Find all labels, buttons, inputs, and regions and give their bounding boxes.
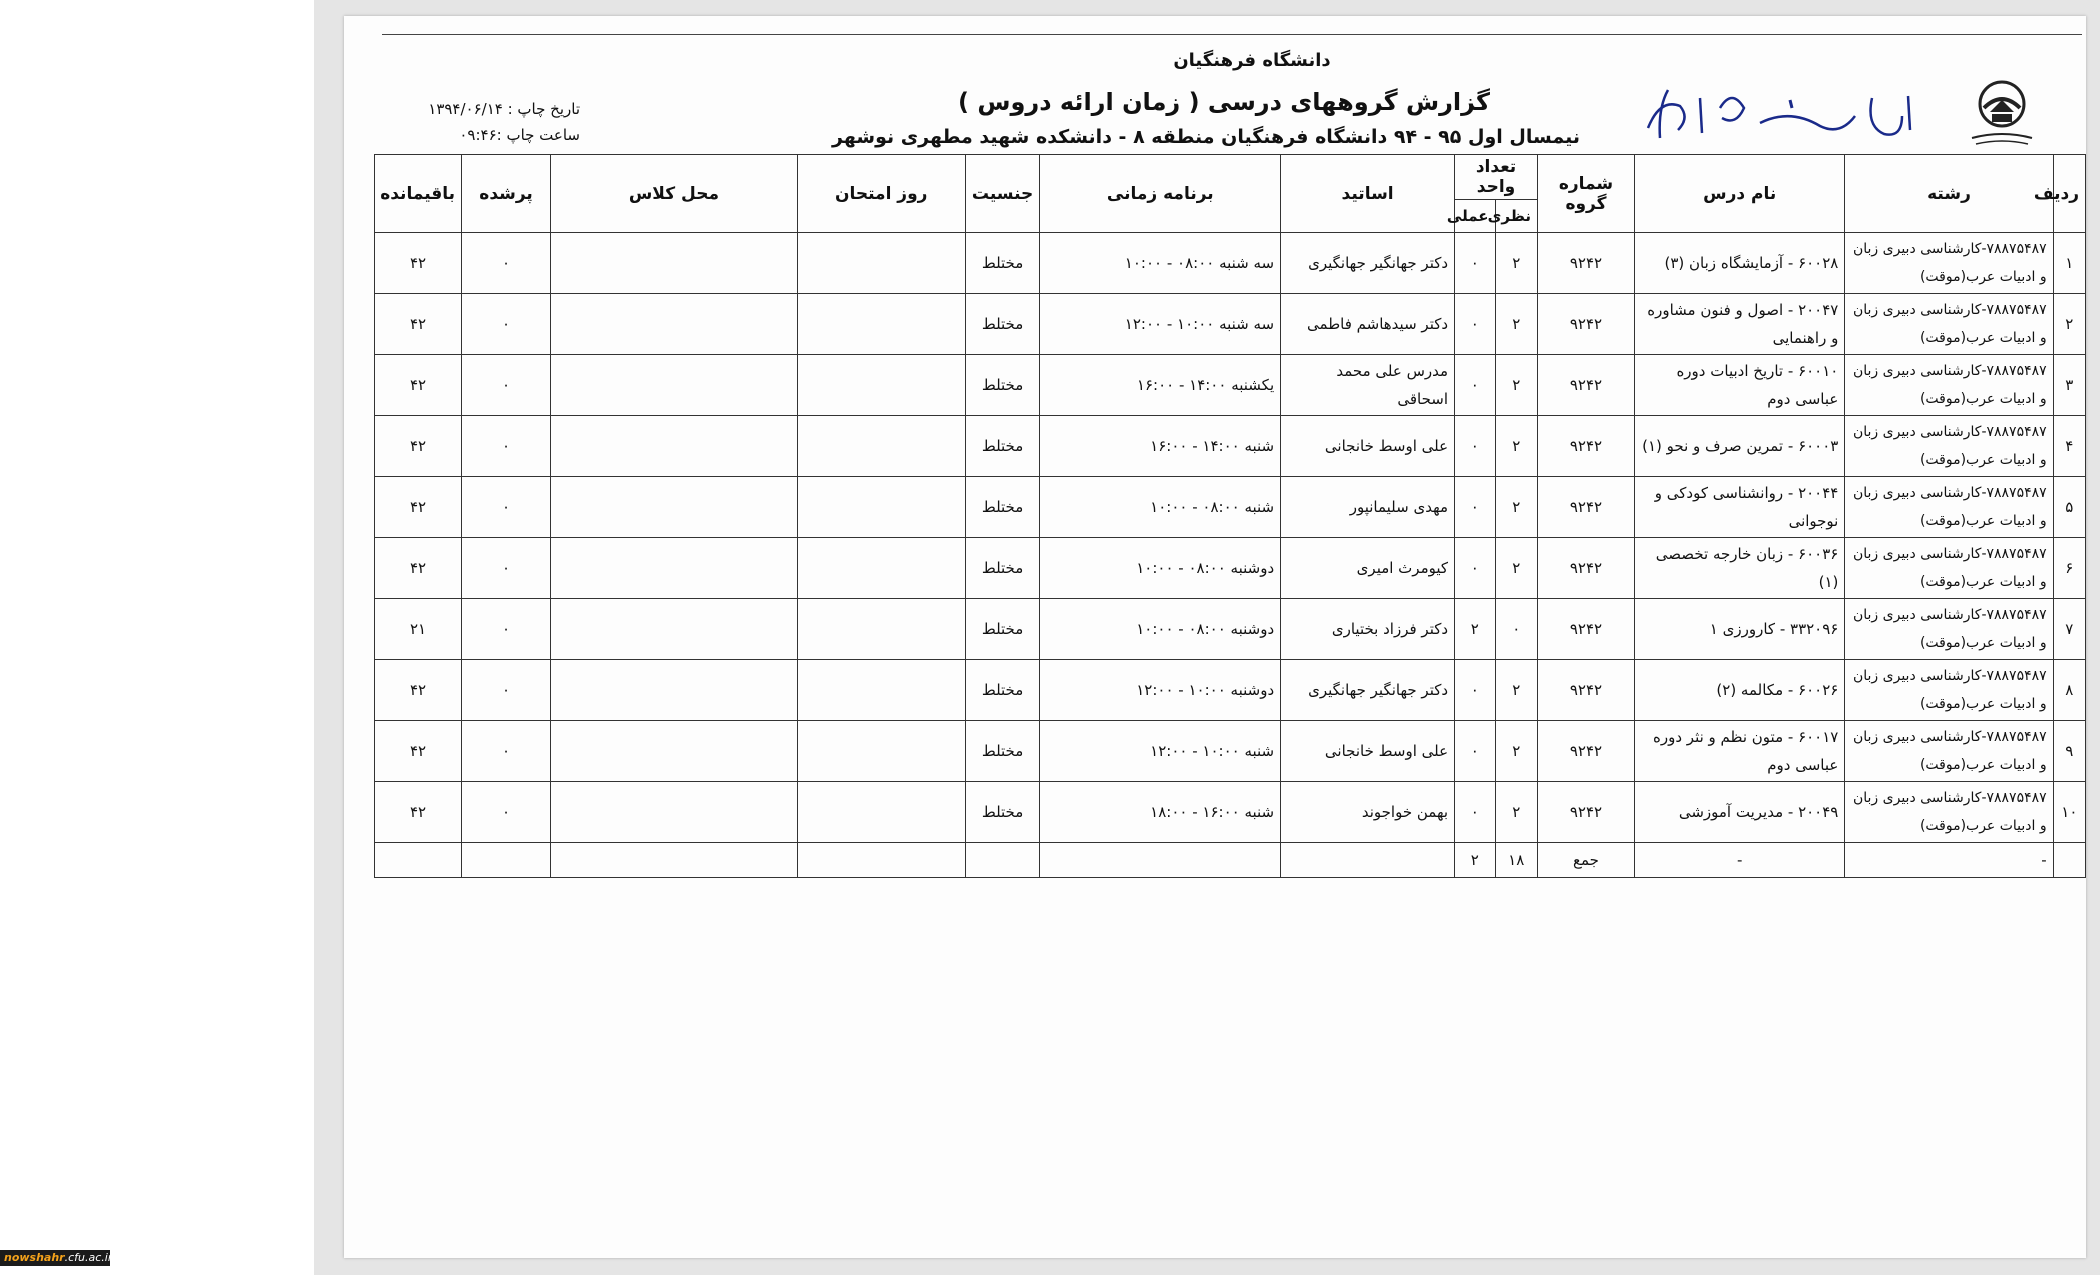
cell-group-no: ۹۲۴۲ (1537, 599, 1634, 660)
cell-major: ۷۸۸۷۵۴۸۷-کارشناسی دبیری زبان و ادبیات عرب(موقت) (1845, 294, 2053, 355)
cell-units-practical: ۰ (1455, 294, 1495, 355)
totals-course-name: - (1635, 843, 1845, 878)
cell-instructors: مهدی سلیمانپور (1281, 477, 1455, 538)
print-date: تاریخ چاپ : ۱۳۹۴/۰۶/۱۴ (428, 100, 580, 118)
print-time: ساعت چاپ :۰۹:۴۶ (459, 126, 580, 144)
totals-theory: ۱۸ (1495, 843, 1537, 878)
cell-units-practical: ۰ (1455, 538, 1495, 599)
cell-course-name: ۶۰۰۲۸ - آزمایشگاه زبان (۳) (1635, 233, 1845, 294)
totals-exam-day (797, 843, 965, 878)
totals-label: جمع (1537, 843, 1634, 878)
cell-row-no: ۵ (2053, 477, 2085, 538)
cell-gender: مختلط (965, 599, 1040, 660)
cell-units-practical: ۰ (1455, 355, 1495, 416)
cell-gender: مختلط (965, 538, 1040, 599)
cell-exam-day (797, 599, 965, 660)
cell-schedule: شنبه ۱۶:۰۰ - ۱۸:۰۰ (1040, 782, 1281, 843)
cell-filled: ۰ (462, 721, 551, 782)
cell-major: ۷۸۸۷۵۴۸۷-کارشناسی دبیری زبان و ادبیات عرب(موقت) (1845, 782, 2053, 843)
cell-course-name: ۶۰۰۱۰ - تاریخ ادبیات دوره عباسی دوم (1635, 355, 1845, 416)
cell-remaining: ۴۲ (375, 233, 462, 294)
cell-instructors: کیومرث امیری (1281, 538, 1455, 599)
university-name: دانشگاه فرهنگیان (1173, 50, 1331, 71)
cell-group-no: ۹۲۴۲ (1537, 355, 1634, 416)
cell-remaining: ۴۲ (375, 477, 462, 538)
cell-schedule: دوشنبه ۱۰:۰۰ - ۱۲:۰۰ (1040, 660, 1281, 721)
cell-remaining: ۴۲ (375, 782, 462, 843)
cell-instructors: دکتر سیدهاشم فاطمی (1281, 294, 1455, 355)
cell-units-practical: ۲ (1455, 599, 1495, 660)
table-row (375, 538, 2086, 599)
cell-filled: ۰ (462, 355, 551, 416)
cell-remaining: ۴۲ (375, 660, 462, 721)
totals-instructors (1281, 843, 1455, 878)
totals-schedule (1040, 843, 1281, 878)
totals-row-no (2053, 843, 2085, 878)
cell-row-no: ۷ (2053, 599, 2085, 660)
cell-group-no: ۹۲۴۲ (1537, 782, 1634, 843)
cell-units-theory: ۲ (1495, 416, 1537, 477)
handwritten-annotation (1640, 78, 1920, 148)
cell-units-practical: ۰ (1455, 660, 1495, 721)
table-row (375, 233, 2086, 294)
totals-location (551, 843, 798, 878)
cell-units-theory: ۲ (1495, 477, 1537, 538)
cell-remaining: ۴۲ (375, 538, 462, 599)
source-site-suffix: .cfu.ac.ir (64, 1251, 113, 1264)
cell-schedule: سه شنبه ۱۰:۰۰ - ۱۲:۰۰ (1040, 294, 1281, 355)
cell-remaining: ۴۲ (375, 355, 462, 416)
cell-course-name: ۶۰۰۲۶ - مکالمه (۲) (1635, 660, 1845, 721)
totals-filled (462, 843, 551, 878)
totals-gender (965, 843, 1040, 878)
cell-filled: ۰ (462, 233, 551, 294)
col-major: رشته (1845, 155, 2053, 233)
cell-major: ۷۸۸۷۵۴۸۷-کارشناسی دبیری زبان و ادبیات عرب(موقت) (1845, 599, 2053, 660)
table-header-row (375, 155, 2086, 200)
cell-units-theory: ۲ (1495, 355, 1537, 416)
cell-units-theory: ۲ (1495, 660, 1537, 721)
cell-units-theory: ۲ (1495, 782, 1537, 843)
col-units-practical: عملی (1455, 200, 1495, 233)
cell-remaining: ۴۲ (375, 721, 462, 782)
col-remaining: باقیمانده (375, 155, 462, 233)
cell-units-theory: ۲ (1495, 233, 1537, 294)
cell-filled: ۰ (462, 660, 551, 721)
cell-schedule: شنبه ۱۰:۰۰ - ۱۲:۰۰ (1040, 721, 1281, 782)
cell-exam-day (797, 660, 965, 721)
cell-major: ۷۸۸۷۵۴۸۷-کارشناسی دبیری زبان و ادبیات عرب(موقت) (1845, 721, 2053, 782)
col-units-theory: نظری (1495, 200, 1537, 233)
table-row (375, 416, 2086, 477)
cell-location (551, 782, 798, 843)
cell-row-no: ۹ (2053, 721, 2085, 782)
col-units: تعداد واحد (1455, 155, 1538, 200)
col-row-no: ردیف (2053, 155, 2085, 233)
cell-group-no: ۹۲۴۲ (1537, 416, 1634, 477)
cell-row-no: ۱۰ (2053, 782, 2085, 843)
cell-row-no: ۳ (2053, 355, 2085, 416)
col-instructors: اساتید (1281, 155, 1455, 233)
cell-group-no: ۹۲۴۲ (1537, 294, 1634, 355)
cell-filled: ۰ (462, 782, 551, 843)
cell-remaining: ۴۲ (375, 416, 462, 477)
cell-remaining: ۲۱ (375, 599, 462, 660)
cell-exam-day (797, 721, 965, 782)
cell-schedule: دوشنبه ۰۸:۰۰ - ۱۰:۰۰ (1040, 538, 1281, 599)
cell-gender: مختلط (965, 416, 1040, 477)
table-row (375, 660, 2086, 721)
cell-major: ۷۸۸۷۵۴۸۷-کارشناسی دبیری زبان و ادبیات عرب(موقت) (1845, 355, 2053, 416)
cell-gender: مختلط (965, 660, 1040, 721)
top-rule (382, 34, 2082, 35)
cell-course-name: ۶۰۰۳۶ - زبان خارجه تخصصی (۱) (1635, 538, 1845, 599)
table-row (375, 294, 2086, 355)
col-gender: جنسیت (965, 155, 1040, 233)
cell-group-no: ۹۲۴۲ (1537, 233, 1634, 294)
cell-units-practical: ۰ (1455, 782, 1495, 843)
table-row (375, 782, 2086, 843)
cell-instructors: دکتر فرزاد بختیاری (1281, 599, 1455, 660)
totals-major: - (1845, 843, 2053, 878)
cell-major: ۷۸۸۷۵۴۸۷-کارشناسی دبیری زبان و ادبیات عرب(موقت) (1845, 660, 2053, 721)
cell-location (551, 538, 798, 599)
cell-course-name: ۶۰۰۱۷ - متون نظم و نثر دوره عباسی دوم (1635, 721, 1845, 782)
table-row (375, 355, 2086, 416)
cell-major: ۷۸۸۷۵۴۸۷-کارشناسی دبیری زبان و ادبیات عرب(موقت) (1845, 416, 2053, 477)
totals-practical: ۲ (1455, 843, 1495, 878)
course-groups-table (374, 154, 2086, 878)
source-watermark (0, 1250, 113, 1266)
cell-location (551, 599, 798, 660)
cell-gender: مختلط (965, 782, 1040, 843)
totals-remaining (375, 843, 462, 878)
cell-major: ۷۸۸۷۵۴۸۷-کارشناسی دبیری زبان و ادبیات عرب(موقت) (1845, 477, 2053, 538)
col-filled: پرشده (462, 155, 551, 233)
source-site-prefix: nowshahr (4, 1251, 65, 1264)
cell-location (551, 355, 798, 416)
cell-course-name: ۲۰۰۴۹ - مدیریت آموزشی (1635, 782, 1845, 843)
cell-row-no: ۴ (2053, 416, 2085, 477)
university-logo-icon (1962, 78, 2042, 150)
cell-gender: مختلط (965, 355, 1040, 416)
cell-location (551, 233, 798, 294)
cell-filled: ۰ (462, 477, 551, 538)
cell-schedule: دوشنبه ۰۸:۰۰ - ۱۰:۰۰ (1040, 599, 1281, 660)
cell-units-theory: ۲ (1495, 721, 1537, 782)
col-exam-day: روز امتحان (797, 155, 965, 233)
col-course-name: نام درس (1635, 155, 1845, 233)
table-body (375, 233, 2086, 878)
cell-course-name: ۳۳۲۰۹۶ - کارورزی ۱ (1635, 599, 1845, 660)
cell-instructors: علی اوسط خانجانی (1281, 416, 1455, 477)
cell-course-name: ۲۰۰۴۷ - اصول و فنون مشاوره و راهنمایی (1635, 294, 1845, 355)
cell-location (551, 660, 798, 721)
cell-gender: مختلط (965, 721, 1040, 782)
cell-group-no: ۹۲۴۲ (1537, 538, 1634, 599)
cell-location (551, 294, 798, 355)
cell-filled: ۰ (462, 538, 551, 599)
cell-units-practical: ۰ (1455, 233, 1495, 294)
cell-row-no: ۲ (2053, 294, 2085, 355)
cell-row-no: ۱ (2053, 233, 2085, 294)
cell-exam-day (797, 538, 965, 599)
cell-row-no: ۸ (2053, 660, 2085, 721)
cell-exam-day (797, 355, 965, 416)
cell-major: ۷۸۸۷۵۴۸۷-کارشناسی دبیری زبان و ادبیات عرب(موقت) (1845, 233, 2053, 294)
cell-units-theory: ۲ (1495, 538, 1537, 599)
cell-units-theory: ۲ (1495, 294, 1537, 355)
cell-exam-day (797, 782, 965, 843)
cell-course-name: ۲۰۰۴۴ - روانشناسی کودکی و نوجوانی (1635, 477, 1845, 538)
cell-major: ۷۸۸۷۵۴۸۷-کارشناسی دبیری زبان و ادبیات عرب(موقت) (1845, 538, 2053, 599)
cell-course-name: ۶۰۰۰۳ - تمرین صرف و نحو (۱) (1635, 416, 1845, 477)
cell-location (551, 416, 798, 477)
table-row (375, 477, 2086, 538)
cell-units-practical: ۰ (1455, 416, 1495, 477)
table-row (375, 721, 2086, 782)
totals-row (375, 843, 2086, 878)
cell-schedule: سه شنبه ۰۸:۰۰ - ۱۰:۰۰ (1040, 233, 1281, 294)
cell-units-practical: ۰ (1455, 721, 1495, 782)
cell-exam-day (797, 416, 965, 477)
cell-units-theory: ۰ (1495, 599, 1537, 660)
cell-group-no: ۹۲۴۲ (1537, 477, 1634, 538)
cell-exam-day (797, 294, 965, 355)
col-location: محل کلاس (551, 155, 798, 233)
col-schedule: برنامه زمانی (1040, 155, 1281, 233)
col-group-no: شماره گروه (1537, 155, 1634, 233)
table-row (375, 599, 2086, 660)
semester-line: نیمسال اول ۹۵ - ۹۴ دانشگاه فرهنگیان منطقه ۸ - دانشکده شهید مطهری نوشهر (832, 126, 1580, 148)
cell-location (551, 721, 798, 782)
cell-schedule: شنبه ۱۴:۰۰ - ۱۶:۰۰ (1040, 416, 1281, 477)
cell-group-no: ۹۲۴۲ (1537, 660, 1634, 721)
cell-instructors: دکتر جهانگیر جهانگیری (1281, 660, 1455, 721)
cell-instructors: دکتر جهانگیر جهانگیری (1281, 233, 1455, 294)
cell-row-no: ۶ (2053, 538, 2085, 599)
cell-group-no: ۹۲۴۲ (1537, 721, 1634, 782)
cell-units-practical: ۰ (1455, 477, 1495, 538)
cell-schedule: شنبه ۰۸:۰۰ - ۱۰:۰۰ (1040, 477, 1281, 538)
cell-schedule: یکشنبه ۱۴:۰۰ - ۱۶:۰۰ (1040, 355, 1281, 416)
cell-filled: ۰ (462, 416, 551, 477)
cell-instructors: مدرس علی محمد اسحاقی (1281, 355, 1455, 416)
cell-location (551, 477, 798, 538)
cell-gender: مختلط (965, 477, 1040, 538)
cell-gender: مختلط (965, 233, 1040, 294)
cell-remaining: ۴۲ (375, 294, 462, 355)
cell-filled: ۰ (462, 599, 551, 660)
cell-filled: ۰ (462, 294, 551, 355)
cell-instructors: علی اوسط خانجانی (1281, 721, 1455, 782)
cell-instructors: بهمن خواجوند (1281, 782, 1455, 843)
cell-exam-day (797, 233, 965, 294)
report-title: گزارش گروههای درسی ( زمان ارائه دروس ) (958, 88, 1490, 116)
cell-exam-day (797, 477, 965, 538)
cell-gender: مختلط (965, 294, 1040, 355)
